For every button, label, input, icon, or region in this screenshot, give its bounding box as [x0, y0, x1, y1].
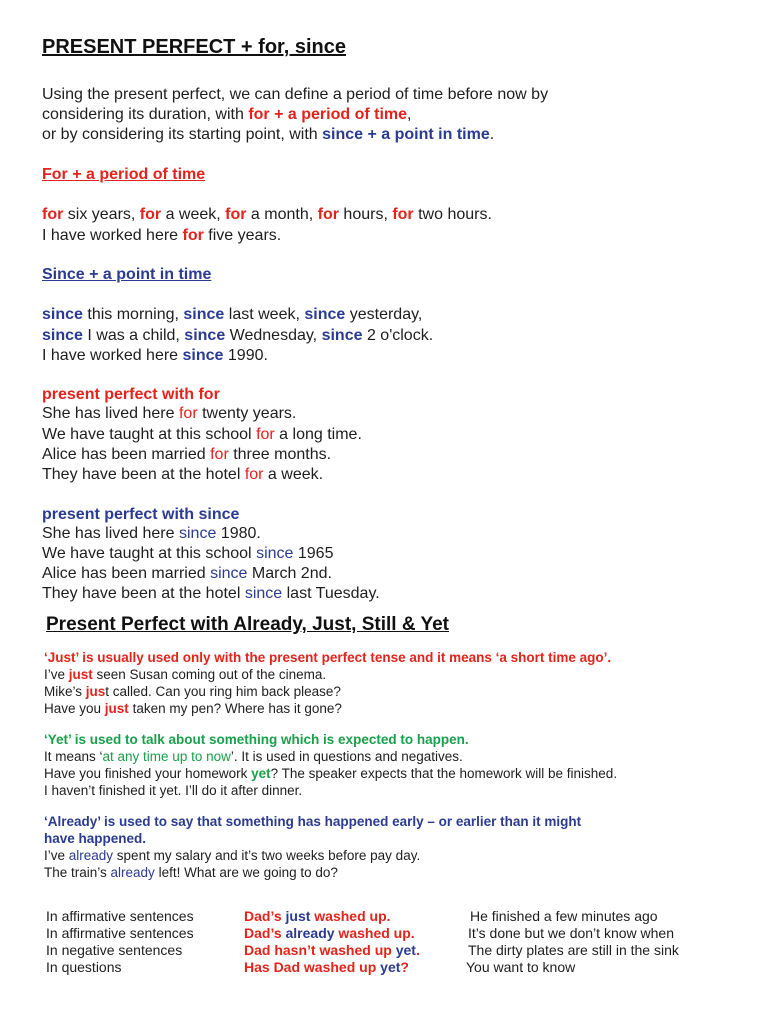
just-example: I’ve just seen Susan coming out of the cinema.	[44, 667, 327, 682]
just-example: Mike’s just called. Can you ring him back please?	[44, 684, 341, 699]
table-row-note: The dirty plates are still in the sink	[468, 942, 679, 958]
table-row-note: He finished a few minutes ago	[470, 908, 658, 924]
for-period-highlight: for + a period of time	[248, 106, 408, 123]
since-point-highlight: since + a point in time	[322, 126, 490, 143]
pp-since-line: She has lived here since 1980.	[42, 525, 261, 542]
yet-example: It means ‘at any time up to now’. It is used in questions and negatives.	[44, 749, 463, 764]
pp-for-line: They have been at the hotel for a week.	[42, 466, 324, 483]
since-heading: Since + a point in time	[42, 266, 212, 283]
just-example: Have you just taken my pen? Where has it gone?	[44, 701, 342, 716]
section-title-already-just: Present Perfect with Already, Just, Still & Yet	[46, 614, 450, 635]
already-rule-line-1: ‘Already’ is used to say that something has happened early – or earlier than it might	[44, 814, 582, 829]
already-example: The train’s already left! What are we going to do?	[44, 865, 338, 880]
table-row-label: In affirmative sentences	[46, 925, 194, 941]
pp-since-line: We have taught at this school since 1965	[42, 545, 334, 562]
yet-rule: ‘Yet’ is used to talk about something which is expected to happen.	[44, 732, 469, 747]
pp-for-line: Alice has been married for three months.	[42, 446, 332, 463]
pp-for-heading: present perfect with for	[42, 386, 220, 403]
table-row-example: Dad hasn’t washed up yet.	[244, 942, 420, 958]
intro-line-3: or by considering its starting point, with since + a point in time.	[42, 126, 495, 143]
pp-for-line: She has lived here for twenty years.	[42, 405, 297, 422]
intro-line-2: considering its duration, with for + a period of time,	[42, 106, 412, 123]
already-rule-line-2: have happened.	[44, 831, 147, 846]
table-row-label: In negative sentences	[46, 942, 183, 958]
table-row-example: Has Dad washed up yet?	[244, 959, 409, 975]
page-title: PRESENT PERFECT + for, since	[42, 36, 346, 58]
for-examples-line-2: I have worked here for five years.	[42, 227, 282, 244]
table-row-example: Dad’s just washed up.	[244, 908, 391, 924]
yet-example: Have you finished your homework yet? The speaker expects that the homework will be finished.	[44, 766, 618, 781]
already-example: I’ve already spent my salary and it’s two weeks before pay day.	[44, 848, 421, 863]
for-examples-line-1: for six years, for a week, for a month, for hours, for two hours.	[42, 206, 492, 223]
pp-for-line: We have taught at this school for a long time.	[42, 426, 362, 443]
since-examples-line-3: I have worked here since 1990.	[42, 347, 268, 364]
yet-example: I haven’t finished it yet. I’ll do it after dinner.	[44, 783, 303, 798]
since-examples-line-1: since this morning, since last week, since yesterday,	[42, 306, 423, 323]
just-rule: ‘Just’ is usually used only with the present perfect tense and it means ‘a short time ago’.	[44, 650, 612, 665]
table-row-note: It’s done but we don’t know when	[468, 925, 674, 941]
pp-since-line: Alice has been married since March 2nd.	[42, 565, 332, 582]
table-row-label: In questions	[46, 959, 122, 975]
since-examples-line-2: since I was a child, since Wednesday, since 2 o'clock.	[42, 327, 434, 344]
table-row-example: Dad’s already washed up.	[244, 925, 415, 941]
table-row-label: In affirmative sentences	[46, 908, 194, 924]
pp-since-heading: present perfect with since	[42, 506, 240, 523]
table-row-note: You want to know	[466, 959, 576, 975]
intro-line-1: Using the present perfect, we can define a period of time before now by	[42, 86, 549, 103]
for-heading: For + a period of time	[42, 166, 206, 183]
pp-since-line: They have been at the hotel since last Tuesday.	[42, 585, 380, 602]
